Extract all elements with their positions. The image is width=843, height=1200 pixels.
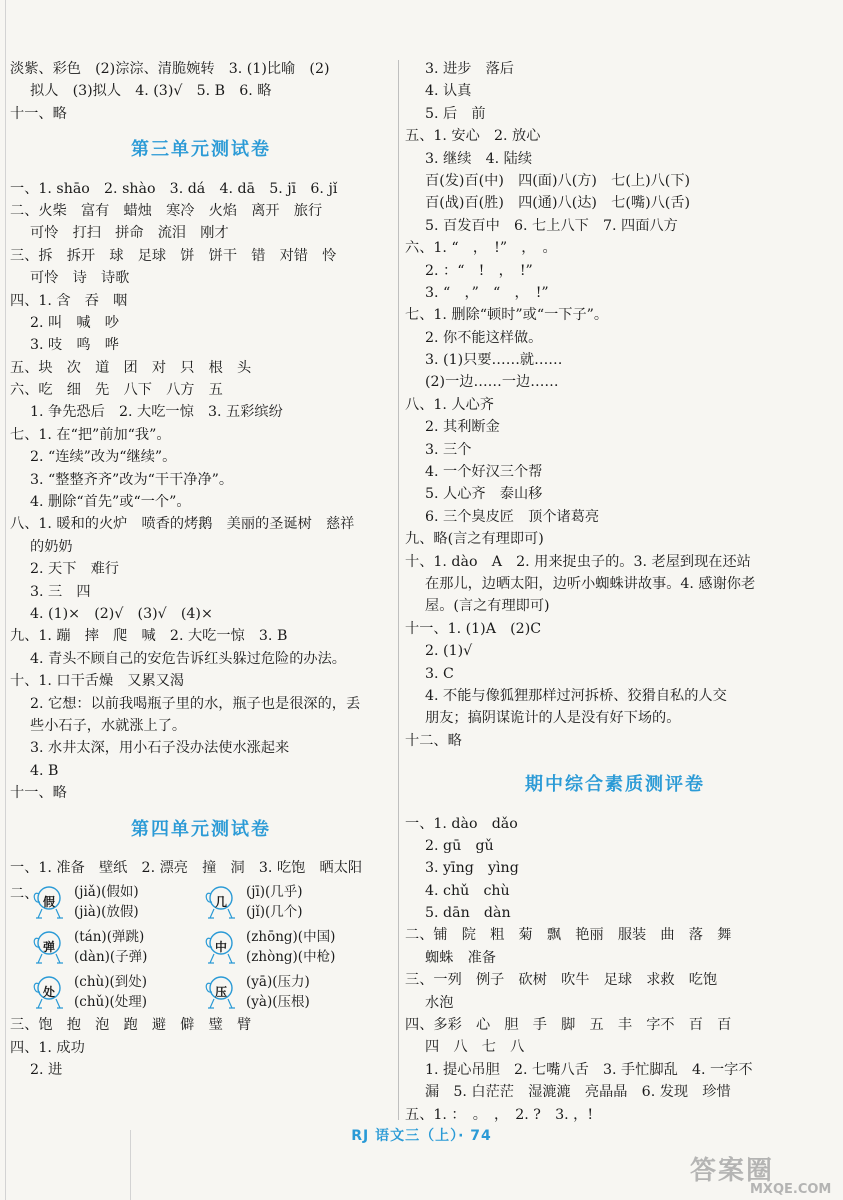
polyphone-option: (jiǎ)(假如) <box>74 883 139 900</box>
unit3-title: 第三单元测试卷 <box>131 139 271 161</box>
answer-line: 4. 认真 <box>425 83 472 100</box>
answer-line: 2. 你不能这样做。 <box>425 329 543 346</box>
answer-line: 2. 叫 喊 吵 <box>30 314 119 331</box>
left-top-block <box>10 58 392 125</box>
polyphone-options <box>246 882 303 922</box>
polyphone-row <box>30 879 392 924</box>
answer-line: 3. C <box>425 665 454 682</box>
answer-line: 4. 删除“首先”或“一个”。 <box>30 494 191 511</box>
polyphone-option: (jià)(放假) <box>74 903 139 920</box>
answer-line: 在那儿，边晒太阳，边听小蜘蛛讲故事。4. 感谢你老 <box>425 575 756 592</box>
answer-line: 四、多彩 心 胆 手 脚 五 丰 字不 百 百 <box>405 1017 732 1034</box>
answer-line: 二、火柴 富有 蜡烛 寒冷 火焰 离开 旅行 <box>10 202 323 219</box>
page-footer: RJ 语文三（上）· 74 <box>351 1128 492 1144</box>
answer-line: 的奶奶 <box>30 538 73 555</box>
answer-line: 朋友；搞阴谋诡计的人是没有好下场的。 <box>425 710 681 727</box>
unit4-q2-label: 二、 <box>10 886 39 903</box>
answer-line: 1. 提心吊胆 2. 七嘴八舌 3. 手忙脚乱 4. 一字不 <box>425 1061 753 1078</box>
answer-line: 3. “整整齐齐”改为“干干净净”。 <box>30 471 234 488</box>
answer-line: 百(发)百(中) 四(面)八(方) 七(上)八(下) <box>425 172 691 189</box>
right-answers <box>405 58 825 752</box>
polyphone-option: (yà)(压根) <box>246 993 310 1010</box>
answer-line: 十一、略 <box>10 105 67 122</box>
polyphone-char: 压 <box>215 984 228 999</box>
answer-line: 十一、略 <box>10 785 67 802</box>
polyphone-options <box>74 882 139 922</box>
watermark-sub: MXQE.COM <box>750 1182 832 1197</box>
answer-line: 2. 它想：以前我喝瓶子里的水，瓶子也是很深的，丢 <box>30 695 361 712</box>
answer-line: 八、1. 人心齐 <box>405 396 494 413</box>
unit3-answers <box>10 178 392 805</box>
answer-line: 6. 三个臭皮匠 顶个诸葛亮 <box>425 508 600 525</box>
answer-line: 3. 继续 4. 陆续 <box>425 150 533 167</box>
answer-line: 2. “连续”改为“继续”。 <box>30 449 177 466</box>
polyphone-item <box>30 972 202 1012</box>
answer-line: 四 八 七 八 <box>425 1039 525 1056</box>
answer-line: 八、1. 暖和的火炉 喷香的烤鹅 美丽的圣诞树 慈祥 <box>10 516 355 533</box>
answer-line: 十一、1. (1)A (2)C <box>405 620 542 637</box>
answer-line: (2)一边……一边…… <box>425 374 559 391</box>
answer-line: 九、1. 蹦 摔 爬 喊 2. 大吃一惊 3. B <box>10 628 288 645</box>
answer-line: 3. yīng yìng <box>425 860 519 877</box>
answer-line: 四、1. 成功 <box>10 1039 85 1056</box>
answer-line: 3. 水井太深，用小石子没办法使水涨起来 <box>30 740 290 757</box>
polyphone-options <box>246 972 310 1012</box>
polyphone-char: 处 <box>43 984 56 999</box>
answer-line: 5. 人心齐 泰山移 <box>425 486 543 503</box>
answer-line: 七、1. 删除“顿时”或“一下子”。 <box>405 307 609 324</box>
character-badge-icon <box>30 927 70 967</box>
answer-line: 2. ：“ ! ， !” <box>425 262 533 279</box>
polyphone-option: (yā)(压力) <box>246 973 310 990</box>
answer-line: 五、1. 安心 2. 放心 <box>405 128 541 145</box>
answer-line: 蜘蛛 准备 <box>425 949 496 966</box>
answer-line: 4. 青头不顾自己的安危告诉红头躲过危险的办法。 <box>30 650 346 667</box>
answer-line: 屋。(言之有理即可) <box>425 598 550 615</box>
polyphone-char: 弹 <box>43 939 56 954</box>
answer-line: 六、1. “ ， !” ， 。 <box>405 240 557 257</box>
answer-line: 2. 其利断金 <box>425 419 500 436</box>
polyphone-item <box>202 972 374 1012</box>
polyphone-options <box>74 972 147 1012</box>
answer-line: 4. B <box>30 762 59 779</box>
margin-line <box>5 0 6 1200</box>
answer-line: 3. 三个 <box>425 441 472 458</box>
character-badge-icon <box>202 882 242 922</box>
midterm-title: 期中综合素质测评卷 <box>525 774 705 796</box>
right-column <box>405 58 825 1126</box>
polyphone-char: 几 <box>215 894 228 909</box>
character-badge-icon <box>202 927 242 967</box>
polyphone-grid <box>10 879 392 1014</box>
answer-line: 三、拆 拆开 球 足球 饼 饼干 错 对错 怜 <box>10 247 337 264</box>
answer-line: 漏 5. 白茫茫 湿漉漉 亮晶晶 6. 发现 珍惜 <box>425 1084 731 1101</box>
answer-line: 三、饱 抱 泡 跑 避 僻 璧 臂 <box>10 1017 252 1034</box>
answer-line: 3. 吱 鸣 哗 <box>30 337 119 354</box>
answer-line: 五、1. ： 。 ， 2. ? 3. ，! <box>405 1106 594 1123</box>
watermark-main: 答案圈 <box>690 1156 775 1186</box>
answer-line: 4. (1)× (2)√ (3)√ (4)× <box>30 605 213 622</box>
answer-line: 五、块 次 道 团 对 只 根 头 <box>10 359 252 376</box>
polyphone-item <box>202 882 374 922</box>
polyphone-char: 假 <box>43 894 56 909</box>
answer-line: 十、1. dào A 2. 用来捉虫子的。3. 老屋到现在还站 <box>405 553 751 570</box>
answer-line: 一、1. shāo 2. shào 3. dá 4. dā 5. jī 6. jǐ <box>10 180 338 197</box>
answer-line: 3. “ ，” “ ， !” <box>425 284 549 301</box>
unit4-more <box>10 1014 392 1081</box>
watermark-logo <box>690 1150 830 1196</box>
polyphone-row <box>30 969 392 1014</box>
answer-line: 二、铺 院 粗 菊 飘 艳丽 服装 曲 落 舞 <box>405 927 732 944</box>
answer-line: 1. 争先恐后 2. 大吃一惊 3. 五彩缤纷 <box>30 404 283 421</box>
answer-line: 四、1. 含 吞 咽 <box>10 292 128 309</box>
answer-line: 六、吃 细 先 八下 八方 五 <box>10 382 223 399</box>
polyphone-option: (chù)(到处) <box>74 973 148 990</box>
polyphone-item <box>202 927 374 967</box>
answer-line: 4. chǔ chù <box>425 882 510 899</box>
polyphone-option: (tán)(弹跳) <box>74 928 145 945</box>
polyphone-item <box>30 882 202 922</box>
unit4-title: 第四单元测试卷 <box>131 818 271 840</box>
polyphone-item <box>30 927 202 967</box>
answer-line: 3. (1)只要……就…… <box>425 352 563 369</box>
polyphone-option: (zhōng)(中国) <box>246 928 336 945</box>
character-badge-icon <box>30 882 70 922</box>
answer-line: 可怜 打扫 拼命 流泪 刚才 <box>30 225 229 242</box>
polyphone-option: (jǐ)(几个) <box>246 903 303 920</box>
answer-line: 三、一列 例子 砍树 吹牛 足球 求救 吃饱 <box>405 972 718 989</box>
polyphone-row <box>30 924 392 969</box>
answer-line: 可怜 诗 诗歌 <box>30 270 130 287</box>
polyphone-option: (jī)(几乎) <box>246 883 303 900</box>
left-column <box>10 58 392 1081</box>
polyphone-char: 中 <box>215 939 228 954</box>
unit4-q2 <box>10 879 392 1014</box>
polyphone-option: (chǔ)(处理) <box>74 993 148 1010</box>
answer-line: 5. 后 前 <box>425 105 486 122</box>
answer-line: 2. gū gǔ <box>425 837 494 854</box>
answer-line: 七、1. 在“把”前加“我”。 <box>10 426 171 443</box>
answer-line: 百(战)百(胜) 四(通)八(达) 七(嘴)八(舌) <box>425 195 691 212</box>
character-badge-icon <box>30 972 70 1012</box>
unit4-q1: 一、1. 准备 壁纸 2. 漂亮 撞 洞 3. 吃饱 晒太阳 <box>10 859 363 876</box>
polyphone-option: (zhòng)(中枪) <box>246 948 336 965</box>
answer-line: 2. (1)√ <box>425 643 473 660</box>
polyphone-option: (dàn)(子弹) <box>74 948 148 965</box>
answer-line: 3. 三 四 <box>30 583 91 600</box>
answer-line: 5. 百发百中 6. 七上八下 7. 四面八方 <box>425 217 678 234</box>
answer-line: 4. 一个好汉三个帮 <box>425 464 543 481</box>
answer-line: 十、1. 口干舌燥 又累又渴 <box>10 673 185 690</box>
answer-line: 5. dān dàn <box>425 905 511 922</box>
answer-line: 些小石子，水就涨上了。 <box>30 717 187 734</box>
polyphone-options <box>74 927 147 967</box>
answer-line: 九、略(言之有理即可) <box>405 531 544 548</box>
answer-line: 4. 不能与像狐狸那样过河拆桥、狡猾自私的人交 <box>425 687 727 704</box>
answer-line: 十二、略 <box>405 732 462 749</box>
answer-line: 3. 进步 落后 <box>425 61 514 77</box>
answer-line: 一、1. dào dǎo <box>405 815 518 832</box>
answer-line: 2. 天下 难行 <box>30 561 119 578</box>
answer-line: 拟人 (3)拟人 4. (3)√ 5. B 6. 略 <box>30 83 272 100</box>
character-badge-icon <box>202 972 242 1012</box>
answer-line: 2. 进 <box>30 1062 63 1079</box>
answer-line: 淡紫、彩色 (2)淙淙、清脆婉转 3. (1)比喻 (2) <box>10 61 330 77</box>
column-divider <box>398 60 399 1120</box>
answer-line: 水泡 <box>425 994 454 1011</box>
midterm-answers <box>405 813 825 1126</box>
polyphone-options <box>246 927 335 967</box>
